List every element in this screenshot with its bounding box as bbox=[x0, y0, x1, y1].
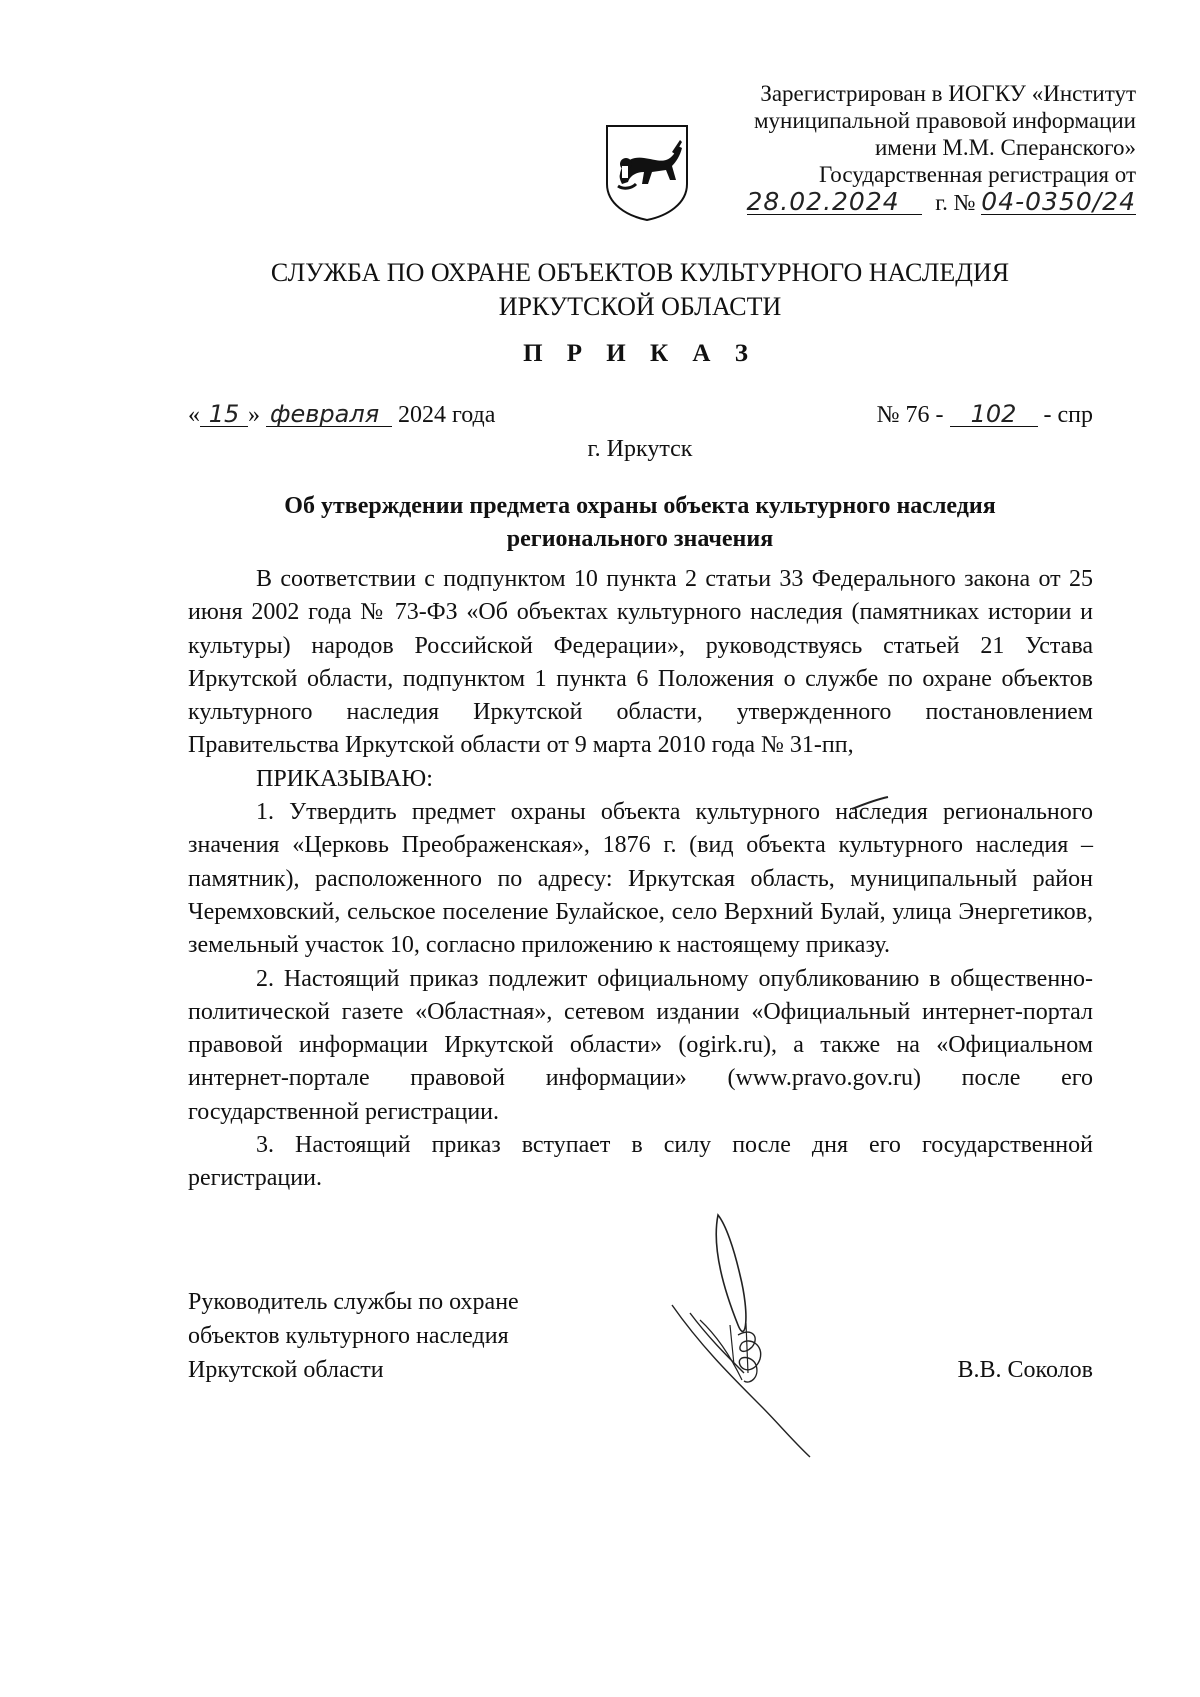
registration-number-handwritten: 04-0350/24 bbox=[981, 187, 1136, 216]
order-date bbox=[188, 402, 495, 429]
order-city: г. Иркутск bbox=[587, 436, 693, 462]
body-item-1: 1. Утвердить предмет охраны объекта культурного наследия регионального значения «Церковь Преображенская», 1876 г. (вид объекта культурного наследия – памятник), расположенного по адресу: Иркутская область, муниципальный район Черемховский, сельское поселение Булайское, село Верхний Булай, улица Энергетиков, земельный участок 10, согласно приложению к настоящему приказу. bbox=[188, 799, 1093, 959]
body-item-3: 3. Настоящий приказ вступает в силу после дня его государственной регистрации. bbox=[188, 1132, 1093, 1192]
signatory-name: В.В. Соколов bbox=[957, 1357, 1093, 1383]
signatory-title-line-2: объектов культурного наследия bbox=[188, 1323, 509, 1349]
order-body bbox=[188, 563, 1093, 1196]
agency-name bbox=[190, 256, 1090, 324]
date-month-handwritten: февраля bbox=[266, 402, 392, 427]
date-year: 2024 года bbox=[398, 402, 496, 428]
coat-of-arms-icon bbox=[602, 122, 692, 222]
body-preamble: В соответствии с подпунктом 10 пункта 2 статьи 33 Федерального закона от 25 июня 2002 года № 73-ФЗ «Об объектах культурного наследия (памятниках истории и культуры) народов Российской Федерации», руководствуясь статьей 21 Устава Иркутской области, подпунктом 1 пункта 6 Положения о службе по охране объектов культурного наследия Иркутской области, утвержденного постановлением Правительства Иркутской области от 9 марта 2010 года № 31-пп, bbox=[188, 566, 1093, 759]
registration-line-3: имени М.М. Сперанского» bbox=[874, 135, 1136, 160]
date-open-quote: « bbox=[188, 402, 200, 428]
registration-line-4: Государственная регистрация от bbox=[819, 162, 1136, 187]
handwritten-signature bbox=[660, 1205, 830, 1465]
order-title: П Р И К А З bbox=[523, 340, 757, 367]
signature-block bbox=[188, 1285, 1093, 1405]
subject-line-2: регионального значения bbox=[506, 526, 774, 552]
date-day-handwritten: 15 bbox=[200, 402, 248, 427]
order-date-number-row bbox=[188, 402, 1093, 436]
signatory-title-line-3: Иркутской области bbox=[188, 1357, 384, 1383]
order-number-prefix: № 76 - bbox=[876, 402, 944, 428]
registration-number-prefix: г. № bbox=[935, 190, 976, 215]
signatory-title bbox=[188, 1285, 519, 1387]
order-number bbox=[877, 402, 1093, 429]
registration-stamp bbox=[720, 80, 1136, 216]
order-subject bbox=[190, 490, 1090, 556]
order-number-suffix: - спр bbox=[1043, 402, 1093, 428]
subject-line-1: Об утверждении предмета охраны объекта культурного наследия bbox=[284, 493, 996, 519]
agency-name-line-1: СЛУЖБА ПО ОХРАНЕ ОБЪЕКТОВ КУЛЬТУРНОГО НАСЛЕДИЯ bbox=[270, 258, 1010, 287]
registration-date-number-line bbox=[720, 189, 1136, 216]
registration-date-handwritten: 28.02.2024 bbox=[747, 189, 922, 215]
pen-tick-mark bbox=[850, 795, 890, 811]
registration-line-1: Зарегистрирован в ИОГКУ «Институт bbox=[760, 81, 1136, 106]
agency-name-line-2: ИРКУТСКОЙ ОБЛАСТИ bbox=[498, 292, 782, 321]
registration-line-2: муниципальной правовой информации bbox=[753, 108, 1136, 133]
date-close-quote: » bbox=[248, 402, 260, 428]
body-order-word: ПРИКАЗЫВАЮ: bbox=[256, 765, 433, 792]
body-item-2: 2. Настоящий приказ подлежит официальному опубликованию в общественно-политической газете «Областная», сетевом издании «Официальный интернет-портал правовой информации Иркутской области» (ogirk.ru), а также на «Официальном интернет-портале правовой информации» (www.pravo.gov.ru) после его государственной регистрации. bbox=[188, 965, 1093, 1125]
order-number-handwritten: 102 bbox=[950, 402, 1038, 427]
signatory-title-line-1: Руководитель службы по охране bbox=[188, 1289, 519, 1315]
